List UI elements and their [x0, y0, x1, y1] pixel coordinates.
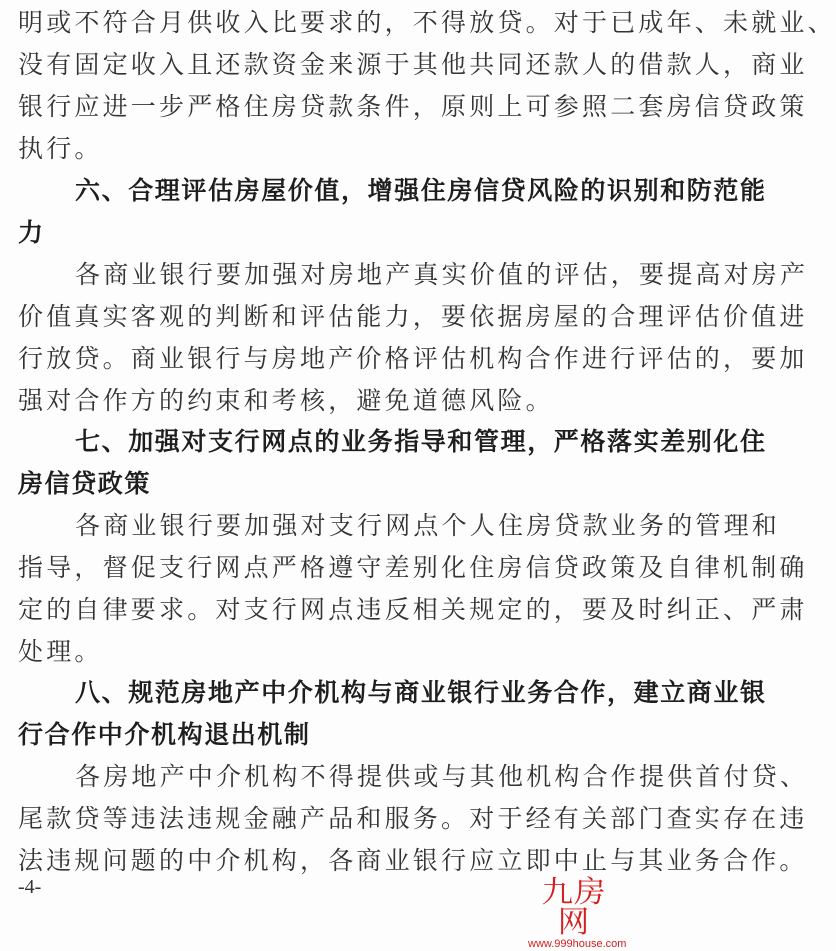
paragraph-line: 执行。 [18, 134, 103, 163]
paragraph-line: 银行应进一步严格住房贷款条件，原则上可参照二套房信贷政策 [18, 92, 808, 121]
section-heading-line: 力 [18, 218, 45, 247]
section-heading-line: 六、合理评估房屋价值，增强住房信贷风险的识别和防范能 [75, 176, 767, 205]
paragraph-line: 定的自律要求。对支行网点违反相关规定的，要及时纠正、严肃 [18, 595, 808, 624]
watermark-logo: 九房网 [541, 875, 607, 940]
paragraph-line: 法违规问题的中介机构，各商业银行应立即中止与其业务合作。 [18, 846, 808, 875]
paragraph-line: 指导，督促支行网点严格遵守差别化住房信贷政策及自律机制确 [18, 553, 808, 582]
section-heading-line: 行合作中介机构退出机制 [18, 720, 311, 749]
paragraph-line: 强对合作方的约束和考核，避免道德风险。 [18, 386, 554, 415]
paragraph-line: 各商业银行要加强对支行网点个人住房贷款业务的管理和 [75, 511, 781, 540]
paragraph-line: 各商业银行要加强对房地产真实价值的评估，要提高对房产 [75, 260, 809, 289]
site-watermark [528, 875, 627, 951]
paragraph-line: 明或不符合月供收入比要求的，不得放贷。对于已成年、未就业、 [18, 8, 836, 37]
paragraph-line: 各房地产中介机构不得提供或与其他机构合作提供首付贷、 [75, 762, 809, 791]
paragraph-line: 没有固定收入且还款资金来源于其他共同还款人的借款人，商业 [18, 50, 808, 79]
paragraph-line: 处理。 [18, 637, 103, 666]
paragraph-line: 行放贷。商业银行与房地产价格评估机构合作进行评估的，要加 [18, 344, 808, 373]
paragraph-line: 尾款贷等违法违规金融产品和服务。对于经有关部门查实存在违 [18, 804, 808, 833]
watermark-url: www.999house.com [528, 938, 627, 950]
page-number: -4- [18, 876, 42, 898]
section-heading-line: 八、规范房地产中介机构与商业银行业务合作，建立商业银 [75, 678, 767, 707]
paragraph-line: 价值真实客观的判断和评估能力，要依据房屋的合理评估价值进 [18, 302, 808, 331]
section-heading-line: 房信贷政策 [18, 469, 152, 498]
section-heading-line: 七、加强对支行网点的业务指导和管理，严格落实差别化住 [75, 427, 767, 456]
